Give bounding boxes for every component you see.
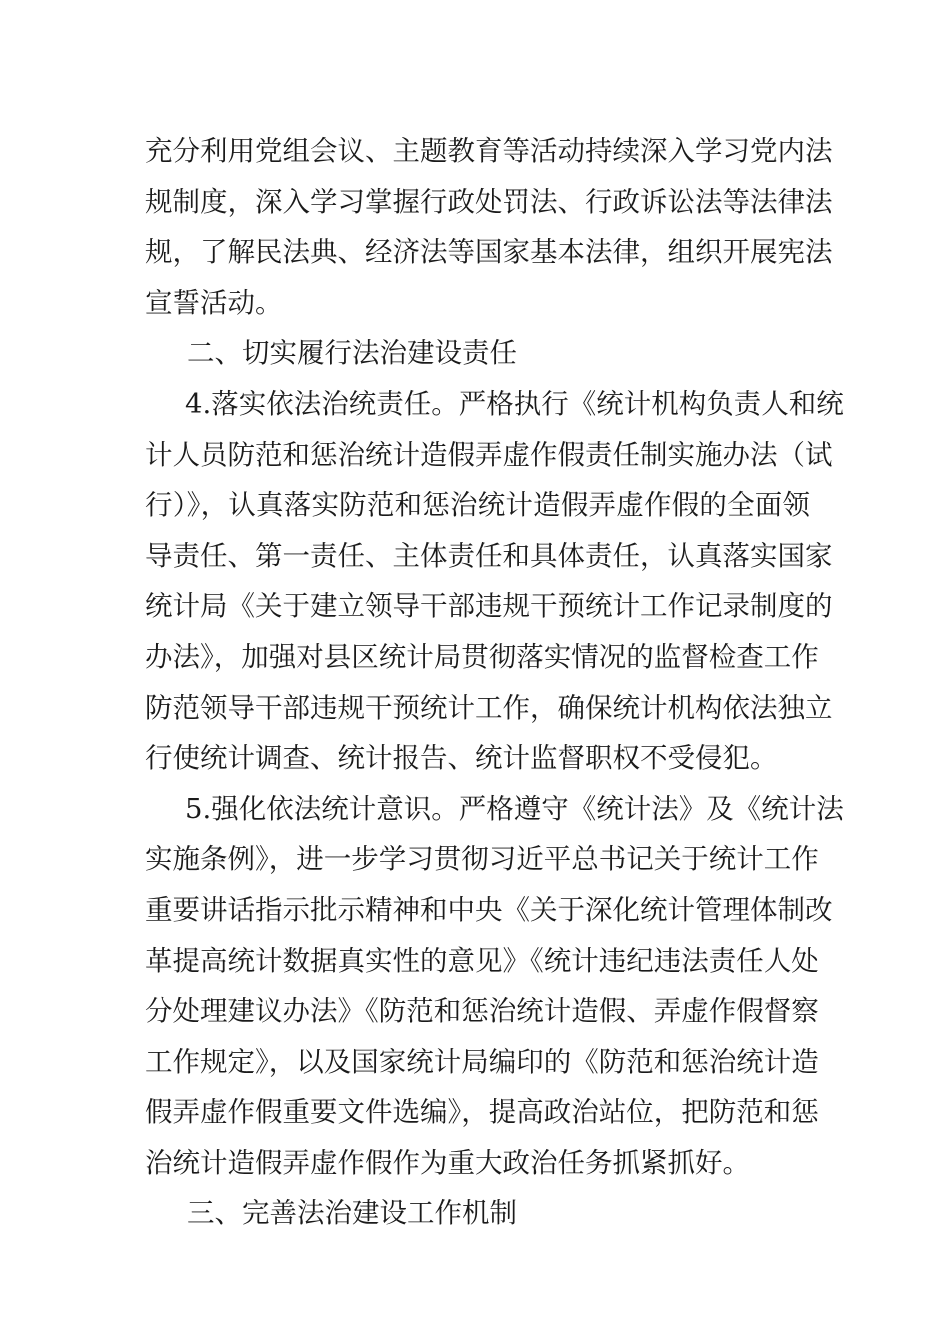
paragraph-line: 革提高统计数据真实性的意见》《统计违纪违法责任人处	[145, 944, 819, 977]
section-heading-3: 三、完善法治建设工作机制	[187, 1197, 517, 1230]
paragraph-line: 行）》，认真落实防范和惩治统计造假弄虚作假的全面领	[145, 489, 810, 522]
paragraph-line: 办法》，加强对县区统计局贯彻落实情况的监督检查工作	[145, 640, 819, 673]
paragraph-line: 工作规定》，以及国家统计局编印的《防范和惩治统计造	[145, 1045, 819, 1078]
paragraph-line: 导责任、第一责任、主体责任和具体责任，认真落实国家	[145, 539, 833, 572]
paragraph-line: 治统计造假弄虚作假作为重大政治任务抓紧抓好。	[145, 1146, 750, 1179]
paragraph-line: 防范领导干部违规干预统计工作，确保统计机构依法独立	[145, 691, 833, 724]
paragraph-line: 行使统计调查、统计报告、统计监督职权不受侵犯。	[145, 742, 778, 775]
paragraph-line: 规制度，深入学习掌握行政处罚法、行政诉讼法等法律法	[145, 185, 833, 218]
paragraph-line: 实施条例》，进一步学习贯彻习近平总书记关于统计工作	[145, 843, 819, 876]
paragraph-line: 统计局《关于建立领导干部违规干预统计工作记录制度的	[145, 590, 833, 623]
body-text	[145, 126, 844, 1239]
section-heading-2: 二、切实履行法治建设责任	[187, 337, 517, 370]
paragraph-line: 充分利用党组会议、主题教育等活动持续深入学习党内法	[145, 135, 833, 167]
paragraph-line: 4.落实依法治统责任。严格执行《统计机构负责人和统	[185, 387, 844, 420]
paragraph-line: 重要讲话指示批示精神和中央《关于深化统计管理体制改	[145, 893, 833, 926]
paragraph-line: 计人员防范和惩治统计造假弄虚作假责任制实施办法（试	[145, 438, 833, 471]
paragraph-line: 假弄虚作假重要文件选编》，提高政治站位，把防范和惩	[145, 1096, 819, 1129]
paragraph-line: 宣誓活动。	[145, 286, 283, 319]
paragraph-line: 分处理建议办法》《防范和惩治统计造假、弄虚作假督察	[145, 995, 819, 1028]
paragraph-line: 5.强化依法统计意识。严格遵守《统计法》及《统计法	[185, 792, 844, 825]
paragraph-line: 规，了解民法典、经济法等国家基本法律，组织开展宪法	[145, 236, 833, 269]
